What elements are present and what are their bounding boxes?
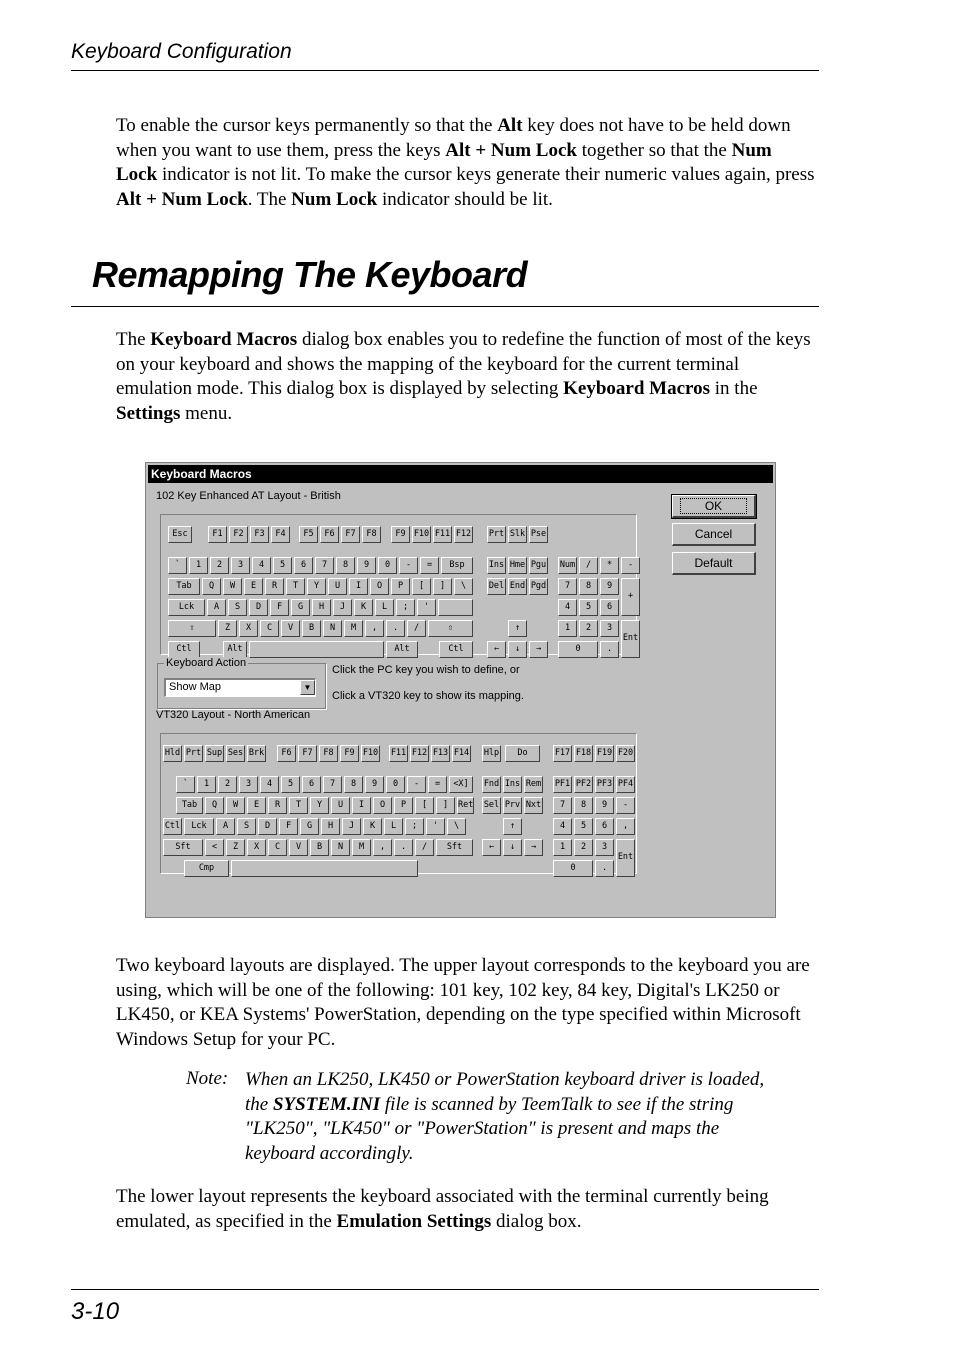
keyboard-key[interactable]: Ctl: [163, 818, 182, 835]
keyboard-key[interactable]: PF2: [574, 776, 593, 793]
keyboard-key[interactable]: F12: [410, 745, 429, 762]
keyboard-key[interactable]: 9: [357, 557, 376, 574]
keyboard-key[interactable]: -: [407, 776, 426, 793]
keyboard-key[interactable]: [231, 860, 418, 877]
default-button[interactable]: Default: [672, 552, 756, 575]
keyboard-key[interactable]: S: [228, 599, 247, 616]
keyboard-key[interactable]: ,: [616, 818, 635, 835]
keyboard-key[interactable]: 3: [600, 620, 619, 637]
keyboard-key[interactable]: →: [529, 641, 548, 658]
section-paragraph: [116, 328, 816, 426]
body-paragraph-2: [116, 1185, 816, 1234]
text-run: The: [116, 329, 151, 350]
bold-term: SYSTEM.INI: [272, 1093, 381, 1115]
keyboard-key[interactable]: H: [321, 818, 340, 835]
text-run: menu.: [180, 402, 233, 424]
keyboard-key[interactable]: 1: [197, 776, 216, 793]
keyboard-key[interactable]: ;: [396, 599, 415, 616]
keyboard-key[interactable]: -: [399, 557, 418, 574]
keyboard-key[interactable]: 3: [239, 776, 258, 793]
keyboard-key[interactable]: 0: [558, 641, 598, 658]
keyboard-key[interactable]: F7: [341, 526, 360, 543]
keyboard-key[interactable]: 7: [315, 557, 334, 574]
keyboard-key[interactable]: PF1: [553, 776, 572, 793]
keyboard-key[interactable]: G: [291, 599, 310, 616]
keyboard-key[interactable]: F9: [340, 745, 359, 762]
bold-term: Num Lock: [291, 188, 378, 210]
bold-term: Keyboard Macros: [150, 329, 298, 350]
keyboard-key[interactable]: F19: [595, 745, 614, 762]
keyboard-key[interactable]: V: [281, 620, 300, 637]
note-body: [245, 1068, 765, 1166]
keyboard-key[interactable]: [438, 599, 473, 616]
keyboard-key[interactable]: M: [352, 839, 371, 856]
keyboard-key[interactable]: Pse: [529, 526, 548, 543]
keyboard-key[interactable]: Lck: [168, 599, 205, 616]
chevron-down-icon[interactable]: ▼: [300, 680, 315, 695]
keyboard-key[interactable]: ]: [436, 797, 455, 814]
keyboard-key[interactable]: 2: [218, 776, 237, 793]
keyboard-key[interactable]: F: [279, 818, 298, 835]
keyboard-key[interactable]: Hlp: [482, 745, 501, 762]
keyboard-key[interactable]: U: [331, 797, 350, 814]
text-run: together so that the: [576, 139, 732, 161]
keyboard-key[interactable]: V: [289, 839, 308, 856]
keyboard-key[interactable]: PF4: [616, 776, 635, 793]
keyboard-key[interactable]: F8: [319, 745, 338, 762]
keyboard-key[interactable]: L: [384, 818, 403, 835]
note-label: Note:: [186, 1068, 229, 1089]
keyboard-key[interactable]: [: [412, 578, 431, 595]
keyboard-key[interactable]: Ctl: [439, 641, 473, 658]
keyboard-key[interactable]: *: [600, 557, 619, 574]
keyboard-key[interactable]: 9: [365, 776, 384, 793]
keyboard-action-value: Show Map: [169, 681, 221, 693]
keyboard-key[interactable]: Y: [307, 578, 326, 595]
keyboard-key[interactable]: Sft: [436, 839, 473, 856]
keyboard-key[interactable]: 5: [579, 599, 598, 616]
keyboard-key[interactable]: /: [407, 620, 426, 637]
keyboard-key[interactable]: 3: [231, 557, 250, 574]
keyboard-key[interactable]: I: [349, 578, 368, 595]
keyboard-key[interactable]: F: [270, 599, 289, 616]
keyboard-key[interactable]: Lck: [184, 818, 214, 835]
text-run: To enable the cursor keys permanently so that the: [116, 115, 498, 136]
keyboard-key[interactable]: F9: [391, 526, 410, 543]
bold-term: Num Lock: [116, 139, 772, 186]
keyboard-key[interactable]: `: [168, 557, 187, 574]
keyboard-key[interactable]: \: [454, 578, 473, 595]
pc-keyboard-map: [160, 514, 637, 655]
keyboard-key[interactable]: O: [370, 578, 389, 595]
text-run: key does not have to be held down when you want to use them, press the keys: [116, 115, 791, 161]
keyboard-key[interactable]: Ses: [226, 745, 245, 762]
bold-term: Settings: [116, 402, 181, 424]
keyboard-key[interactable]: P: [394, 797, 413, 814]
keyboard-key[interactable]: .: [600, 641, 619, 658]
text-run: file is scanned by TeemTalk to see if the string "LK250", "LK450" or "PowerStation" is present and maps the keyboard accordingly.: [245, 1093, 734, 1164]
keyboard-key[interactable]: X: [247, 839, 266, 856]
hint-define: Click the PC key you wish to define, or: [332, 664, 520, 676]
text-run: in the: [710, 378, 758, 400]
keyboard-key[interactable]: ←: [487, 641, 506, 658]
keyboard-key[interactable]: F6: [320, 526, 339, 543]
keyboard-key[interactable]: B: [310, 839, 329, 856]
keyboard-key[interactable]: .: [394, 839, 413, 856]
keyboard-key[interactable]: ←: [482, 839, 501, 856]
keyboard-key[interactable]: 6: [600, 599, 619, 616]
keyboard-key[interactable]: F20: [616, 745, 635, 762]
keyboard-key[interactable]: T: [286, 578, 305, 595]
keyboard-key[interactable]: B: [302, 620, 321, 637]
keyboard-key[interactable]: Ret: [457, 797, 474, 814]
keyboard-key[interactable]: 8: [336, 557, 355, 574]
keyboard-macros-dialog: [145, 462, 776, 918]
section-heading: Remapping The Keyboard: [92, 254, 528, 295]
keyboard-key[interactable]: Y: [310, 797, 329, 814]
keyboard-key[interactable]: Pgu: [529, 557, 548, 574]
keyboard-key[interactable]: Prt: [487, 526, 506, 543]
ok-button[interactable]: [672, 495, 756, 518]
keyboard-key[interactable]: 5: [273, 557, 292, 574]
text-run: The lower layout represents the keyboard associated with the terminal currently being emulated, as specified in the: [116, 1186, 769, 1232]
keyboard-key[interactable]: 8: [344, 776, 363, 793]
keyboard-key[interactable]: E: [247, 797, 266, 814]
keyboard-key[interactable]: F17: [553, 745, 572, 762]
keyboard-key[interactable]: R: [265, 578, 284, 595]
keyboard-key[interactable]: ⇧: [428, 620, 473, 637]
body-paragraph-1: [116, 954, 816, 1052]
dialog-title: Keyboard Macros: [148, 465, 773, 483]
keyboard-key[interactable]: 1: [189, 557, 208, 574]
header-rule: [71, 70, 819, 71]
keyboard-key[interactable]: ]: [433, 578, 452, 595]
keyboard-key[interactable]: X: [239, 620, 258, 637]
keyboard-key[interactable]: U: [328, 578, 347, 595]
keyboard-key[interactable]: 1: [553, 839, 572, 856]
keyboard-key[interactable]: Prt: [184, 745, 203, 762]
text-run: dialog box enables you to redefine the function of most of the keys on your keyboard and shows the mapping of the keyboard for the current terminal emulation mode. This dialog box is displayed by selecting: [116, 329, 811, 400]
keyboard-key[interactable]: 4: [558, 599, 577, 616]
keyboard-key[interactable]: Alt: [386, 641, 418, 658]
keyboard-key[interactable]: \: [447, 818, 466, 835]
keyboard-key[interactable]: 9: [595, 797, 614, 814]
keyboard-key[interactable]: 4: [252, 557, 271, 574]
keyboard-key[interactable]: Z: [226, 839, 245, 856]
keyboard-key[interactable]: S: [237, 818, 256, 835]
keyboard-key[interactable]: Cmp: [184, 860, 229, 877]
keyboard-key[interactable]: E: [244, 578, 263, 595]
keyboard-key[interactable]: ⇧: [168, 620, 216, 637]
keyboard-key[interactable]: F11: [389, 745, 408, 762]
keyboard-key[interactable]: Sel: [482, 797, 501, 814]
keyboard-key[interactable]: 5: [281, 776, 300, 793]
keyboard-key[interactable]: F14: [452, 745, 471, 762]
pc-layout-label: 102 Key Enhanced AT Layout - British: [156, 490, 341, 502]
keyboard-key[interactable]: ,: [365, 620, 384, 637]
keyboard-key[interactable]: Ins: [503, 776, 522, 793]
keyboard-key[interactable]: O: [373, 797, 392, 814]
keyboard-key[interactable]: F4: [271, 526, 290, 543]
ok-button-label: OK: [680, 498, 747, 514]
keyboard-key[interactable]: 6: [294, 557, 313, 574]
keyboard-key[interactable]: -: [616, 797, 635, 814]
keyboard-key[interactable]: =: [428, 776, 447, 793]
keyboard-key[interactable]: 6: [595, 818, 614, 835]
keyboard-key[interactable]: Q: [202, 578, 221, 595]
keyboard-key[interactable]: 6: [302, 776, 321, 793]
keyboard-key[interactable]: 3: [595, 839, 614, 856]
footer-rule: [71, 1289, 819, 1290]
vt-keyboard-map: [160, 733, 637, 874]
text-run: dialog box.: [491, 1210, 582, 1232]
keyboard-key[interactable]: ': [426, 818, 445, 835]
keyboard-key[interactable]: F18: [574, 745, 593, 762]
keyboard-key[interactable]: Hme: [508, 557, 527, 574]
keyboard-key[interactable]: 8: [579, 578, 598, 595]
keyboard-key[interactable]: C: [268, 839, 287, 856]
bold-term: Alt + Num Lock: [445, 139, 577, 161]
keyboard-key[interactable]: Esc: [168, 526, 192, 543]
keyboard-key[interactable]: Ent: [616, 839, 635, 877]
keyboard-key[interactable]: C: [260, 620, 279, 637]
keyboard-key[interactable]: 0: [378, 557, 397, 574]
keyboard-key[interactable]: Del: [487, 578, 506, 595]
keyboard-key[interactable]: N: [331, 839, 350, 856]
keyboard-key[interactable]: End: [508, 578, 527, 595]
keyboard-key[interactable]: 1: [558, 620, 577, 637]
keyboard-key[interactable]: 4: [260, 776, 279, 793]
keyboard-action-select[interactable]: [164, 678, 316, 697]
keyboard-key[interactable]: Q: [205, 797, 224, 814]
keyboard-key[interactable]: W: [226, 797, 245, 814]
keyboard-key[interactable]: .: [386, 620, 405, 637]
keyboard-key[interactable]: Ins: [487, 557, 506, 574]
keyboard-key[interactable]: 2: [574, 839, 593, 856]
keyboard-key[interactable]: F7: [298, 745, 317, 762]
keyboard-key[interactable]: /: [579, 557, 598, 574]
vt-layout-label: VT320 Layout - North American: [156, 709, 311, 721]
keyboard-key[interactable]: K: [363, 818, 382, 835]
keyboard-key[interactable]: F8: [362, 526, 381, 543]
keyboard-key[interactable]: Alt: [223, 641, 247, 658]
keyboard-key[interactable]: F10: [361, 745, 380, 762]
keyboard-key[interactable]: F10: [412, 526, 431, 543]
keyboard-key[interactable]: M: [344, 620, 363, 637]
keyboard-key[interactable]: Brk: [247, 745, 266, 762]
keyboard-key[interactable]: Fnd: [482, 776, 501, 793]
keyboard-key[interactable]: -: [621, 557, 640, 574]
keyboard-key[interactable]: F11: [433, 526, 452, 543]
keyboard-key[interactable]: ,: [373, 839, 392, 856]
keyboard-key[interactable]: .: [595, 860, 614, 877]
keyboard-key[interactable]: <: [205, 839, 224, 856]
bold-term: Keyboard Macros: [563, 378, 711, 400]
keyboard-key[interactable]: Sup: [205, 745, 224, 762]
keyboard-key[interactable]: F13: [431, 745, 450, 762]
bold-term: Alt: [497, 115, 523, 136]
keyboard-key[interactable]: F3: [250, 526, 269, 543]
intro-paragraph: [116, 114, 816, 212]
text-run: indicator is not lit. To make the cursor keys generate their numeric values again, press: [157, 164, 815, 186]
keyboard-key[interactable]: Prv: [503, 797, 522, 814]
keyboard-key[interactable]: R: [268, 797, 287, 814]
keyboard-key[interactable]: K: [354, 599, 373, 616]
keyboard-key[interactable]: +: [621, 578, 640, 616]
keyboard-key[interactable]: Z: [218, 620, 237, 637]
keyboard-key[interactable]: 8: [574, 797, 593, 814]
keyboard-key[interactable]: F12: [454, 526, 473, 543]
keyboard-key[interactable]: F6: [277, 745, 296, 762]
keyboard-key[interactable]: Bsp: [441, 557, 473, 574]
keyboard-key[interactable]: J: [333, 599, 352, 616]
keyboard-key[interactable]: H: [312, 599, 331, 616]
cancel-button[interactable]: Cancel: [672, 523, 756, 546]
text-run: When an LK250, LK450 or PowerStation keyboard driver is loaded, the: [245, 1069, 765, 1115]
keyboard-key[interactable]: ': [417, 599, 436, 616]
keyboard-key[interactable]: <X]: [449, 776, 473, 793]
text-run: Two keyboard layouts are displayed. The upper layout corresponds to the keyboard you are using, which will be one of the following: 101 key, 102 key, 84 key, Digital's LK250 or LK450, or KEA Systems' PowerStation, depending on the type specified within Microsoft Windows Setup for your PC.: [116, 955, 810, 1050]
keyboard-key[interactable]: Hld: [163, 745, 182, 762]
keyboard-key[interactable]: I: [352, 797, 371, 814]
keyboard-key[interactable]: 0: [553, 860, 593, 877]
keyboard-key[interactable]: ↑: [508, 620, 527, 637]
keyboard-key[interactable]: J: [342, 818, 361, 835]
keyboard-key[interactable]: Nxt: [524, 797, 543, 814]
keyboard-key[interactable]: 7: [553, 797, 572, 814]
keyboard-key[interactable]: Tab: [168, 578, 200, 595]
keyboard-key[interactable]: 7: [558, 578, 577, 595]
keyboard-key[interactable]: A: [216, 818, 235, 835]
keyboard-action-label: Keyboard Action: [166, 657, 247, 669]
keyboard-key[interactable]: =: [420, 557, 439, 574]
keyboard-key[interactable]: Ent: [621, 620, 640, 658]
keyboard-key[interactable]: 0: [386, 776, 405, 793]
running-head: Keyboard Configuration: [71, 40, 292, 63]
keyboard-key[interactable]: F2: [229, 526, 248, 543]
hint-show-mapping: Click a VT320 key to show its mapping.: [332, 690, 524, 702]
keyboard-key[interactable]: Do: [505, 745, 540, 762]
keyboard-key[interactable]: P: [391, 578, 410, 595]
keyboard-key[interactable]: 5: [574, 818, 593, 835]
keyboard-key[interactable]: A: [207, 599, 226, 616]
text-run: . The: [247, 188, 292, 210]
keyboard-key[interactable]: D: [249, 599, 268, 616]
keyboard-key[interactable]: Ctl: [168, 641, 200, 658]
keyboard-key[interactable]: [249, 641, 384, 658]
keyboard-key[interactable]: Num: [558, 557, 577, 574]
keyboard-key[interactable]: F5: [299, 526, 318, 543]
keyboard-key[interactable]: N: [323, 620, 342, 637]
keyboard-key[interactable]: [: [415, 797, 434, 814]
bold-term: Emulation Settings: [336, 1210, 492, 1232]
keyboard-key[interactable]: 2: [210, 557, 229, 574]
bold-term: Alt + Num Lock: [116, 188, 248, 210]
keyboard-key[interactable]: 9: [600, 578, 619, 595]
keyboard-key[interactable]: Pgd: [529, 578, 548, 595]
keyboard-key[interactable]: Sft: [163, 839, 203, 856]
keyboard-key[interactable]: ↓: [503, 839, 522, 856]
keyboard-key[interactable]: L: [375, 599, 394, 616]
keyboard-key[interactable]: 4: [553, 818, 572, 835]
keyboard-key[interactable]: ;: [405, 818, 424, 835]
keyboard-key[interactable]: PF3: [595, 776, 614, 793]
keyboard-key[interactable]: Slk: [508, 526, 527, 543]
keyboard-key[interactable]: 7: [323, 776, 342, 793]
keyboard-key[interactable]: T: [289, 797, 308, 814]
keyboard-key[interactable]: ↑: [503, 818, 522, 835]
keyboard-key[interactable]: F1: [208, 526, 227, 543]
keyboard-key[interactable]: /: [415, 839, 434, 856]
keyboard-key[interactable]: Rem: [524, 776, 543, 793]
keyboard-key[interactable]: 2: [579, 620, 598, 637]
keyboard-key[interactable]: Tab: [176, 797, 203, 814]
keyboard-key[interactable]: G: [300, 818, 319, 835]
keyboard-key[interactable]: W: [223, 578, 242, 595]
page-number: 3-10: [71, 1298, 120, 1325]
keyboard-key[interactable]: `: [176, 776, 195, 793]
keyboard-key[interactable]: D: [258, 818, 277, 835]
keyboard-key[interactable]: →: [524, 839, 543, 856]
keyboard-key[interactable]: ↓: [508, 641, 527, 658]
heading-rule: [71, 306, 819, 307]
text-run: indicator should be lit.: [377, 188, 553, 210]
